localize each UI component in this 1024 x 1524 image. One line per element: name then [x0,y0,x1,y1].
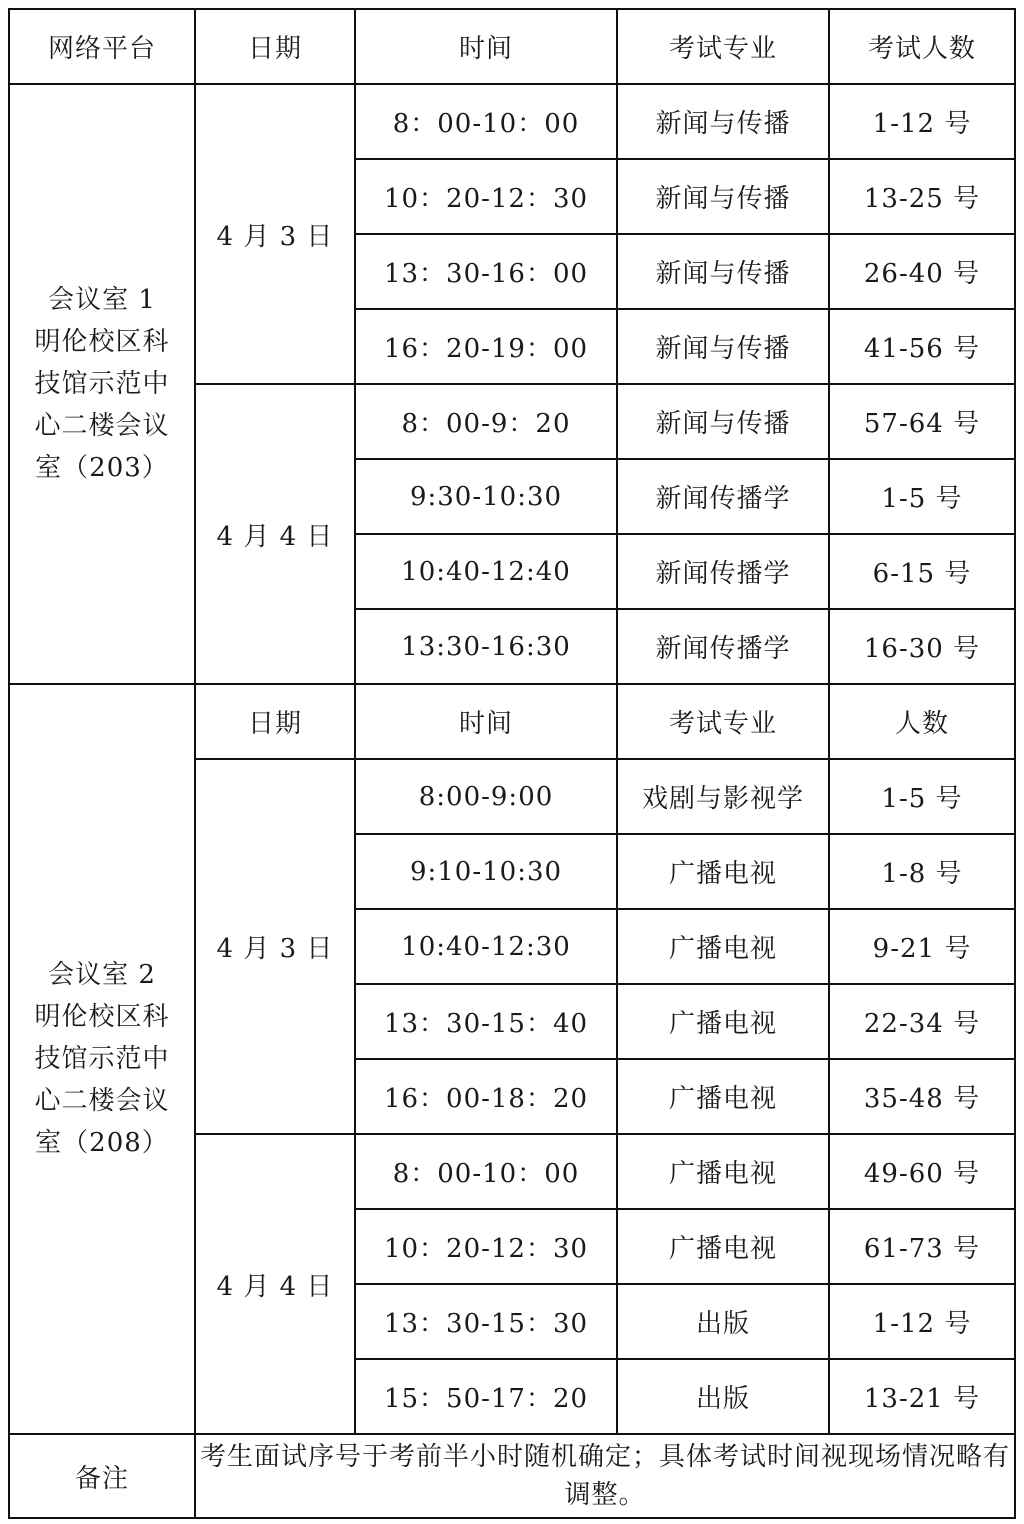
time-cell: 13：30-15：40 [355,984,617,1059]
room-2-cell [9,684,195,1434]
room-line: 心二楼会议 [34,1086,170,1116]
count-cell: 6-15 号 [829,534,1015,609]
room-line: 明伦校区科 [34,1002,170,1032]
major-cell: 广播电视 [617,1209,829,1284]
room-1-cell [9,84,195,684]
time-cell: 9:10-10:30 [355,834,617,909]
count-cell: 13-21 号 [829,1359,1015,1434]
room-line: 会议室 2 [48,960,156,990]
header-major: 考试专业 [617,9,829,84]
room-line: 室（208） [35,1128,169,1158]
major-cell: 新闻与传播 [617,84,829,159]
major-cell: 新闻传播学 [617,609,829,684]
header-count: 考试人数 [829,9,1015,84]
count-cell: 13-25 号 [829,159,1015,234]
count-cell: 57-64 号 [829,384,1015,459]
time-cell: 13:30-16:30 [355,609,617,684]
major-cell: 新闻传播学 [617,459,829,534]
date-cell: 4 月 4 日 [195,384,355,684]
major-cell: 广播电视 [617,909,829,984]
count-cell: 41-56 号 [829,309,1015,384]
major-cell: 新闻传播学 [617,534,829,609]
time-cell: 13：30-16：00 [355,234,617,309]
count-cell: 1-12 号 [829,1284,1015,1359]
count-cell: 35-48 号 [829,1059,1015,1134]
major-cell: 广播电视 [617,1134,829,1209]
major-cell: 新闻与传播 [617,234,829,309]
major-cell: 出版 [617,1284,829,1359]
count-cell: 16-30 号 [829,609,1015,684]
major-cell: 戏剧与影视学 [617,759,829,834]
room-line: 室（203） [35,453,169,483]
section-2-header-row [9,684,1015,759]
table-row [9,84,1015,159]
header-time: 时间 [355,9,617,84]
header-platform: 网络平台 [9,9,195,84]
date-cell: 4 月 4 日 [195,1134,355,1434]
count-cell: 9-21 号 [829,909,1015,984]
major-cell: 新闻与传播 [617,309,829,384]
major-cell: 出版 [617,1359,829,1434]
time-cell: 8：00-10：00 [355,1134,617,1209]
header-major: 考试专业 [617,684,829,759]
count-cell: 1-5 号 [829,459,1015,534]
header-time: 时间 [355,684,617,759]
count-cell: 61-73 号 [829,1209,1015,1284]
room-line: 心二楼会议 [34,411,170,441]
major-cell: 新闻与传播 [617,384,829,459]
time-cell: 9:30-10:30 [355,459,617,534]
major-cell: 新闻与传播 [617,159,829,234]
count-cell: 26-40 号 [829,234,1015,309]
time-cell: 13：30-15：30 [355,1284,617,1359]
time-cell: 8：00-9：20 [355,384,617,459]
header-count: 人数 [829,684,1015,759]
time-cell: 16：00-18：20 [355,1059,617,1134]
count-cell: 49-60 号 [829,1134,1015,1209]
note-row [9,1434,1015,1518]
header-date: 日期 [195,684,355,759]
time-cell: 8:00-9:00 [355,759,617,834]
date-cell: 4 月 3 日 [195,84,355,384]
time-cell: 10：20-12：30 [355,1209,617,1284]
time-cell: 10：20-12：30 [355,159,617,234]
header-row [9,9,1015,84]
note-label: 备注 [9,1434,195,1518]
count-cell: 1-8 号 [829,834,1015,909]
note-text: 考生面试序号于考前半小时随机确定；具体考试时间视现场情况略有调整。 [195,1434,1015,1518]
time-cell: 15：50-17：20 [355,1359,617,1434]
room-line: 技馆示范中 [34,369,170,399]
date-cell: 4 月 3 日 [195,759,355,1134]
count-cell: 1-5 号 [829,759,1015,834]
room-line: 明伦校区科 [34,327,170,357]
major-cell: 广播电视 [617,834,829,909]
exam-schedule-table [8,8,1016,1519]
count-cell: 1-12 号 [829,84,1015,159]
room-line: 技馆示范中 [34,1044,170,1074]
major-cell: 广播电视 [617,984,829,1059]
major-cell: 广播电视 [617,1059,829,1134]
time-cell: 10:40-12:30 [355,909,617,984]
count-cell: 22-34 号 [829,984,1015,1059]
time-cell: 8：00-10：00 [355,84,617,159]
time-cell: 16：20-19：00 [355,309,617,384]
time-cell: 10:40-12:40 [355,534,617,609]
header-date: 日期 [195,9,355,84]
room-line: 会议室 1 [48,285,156,315]
